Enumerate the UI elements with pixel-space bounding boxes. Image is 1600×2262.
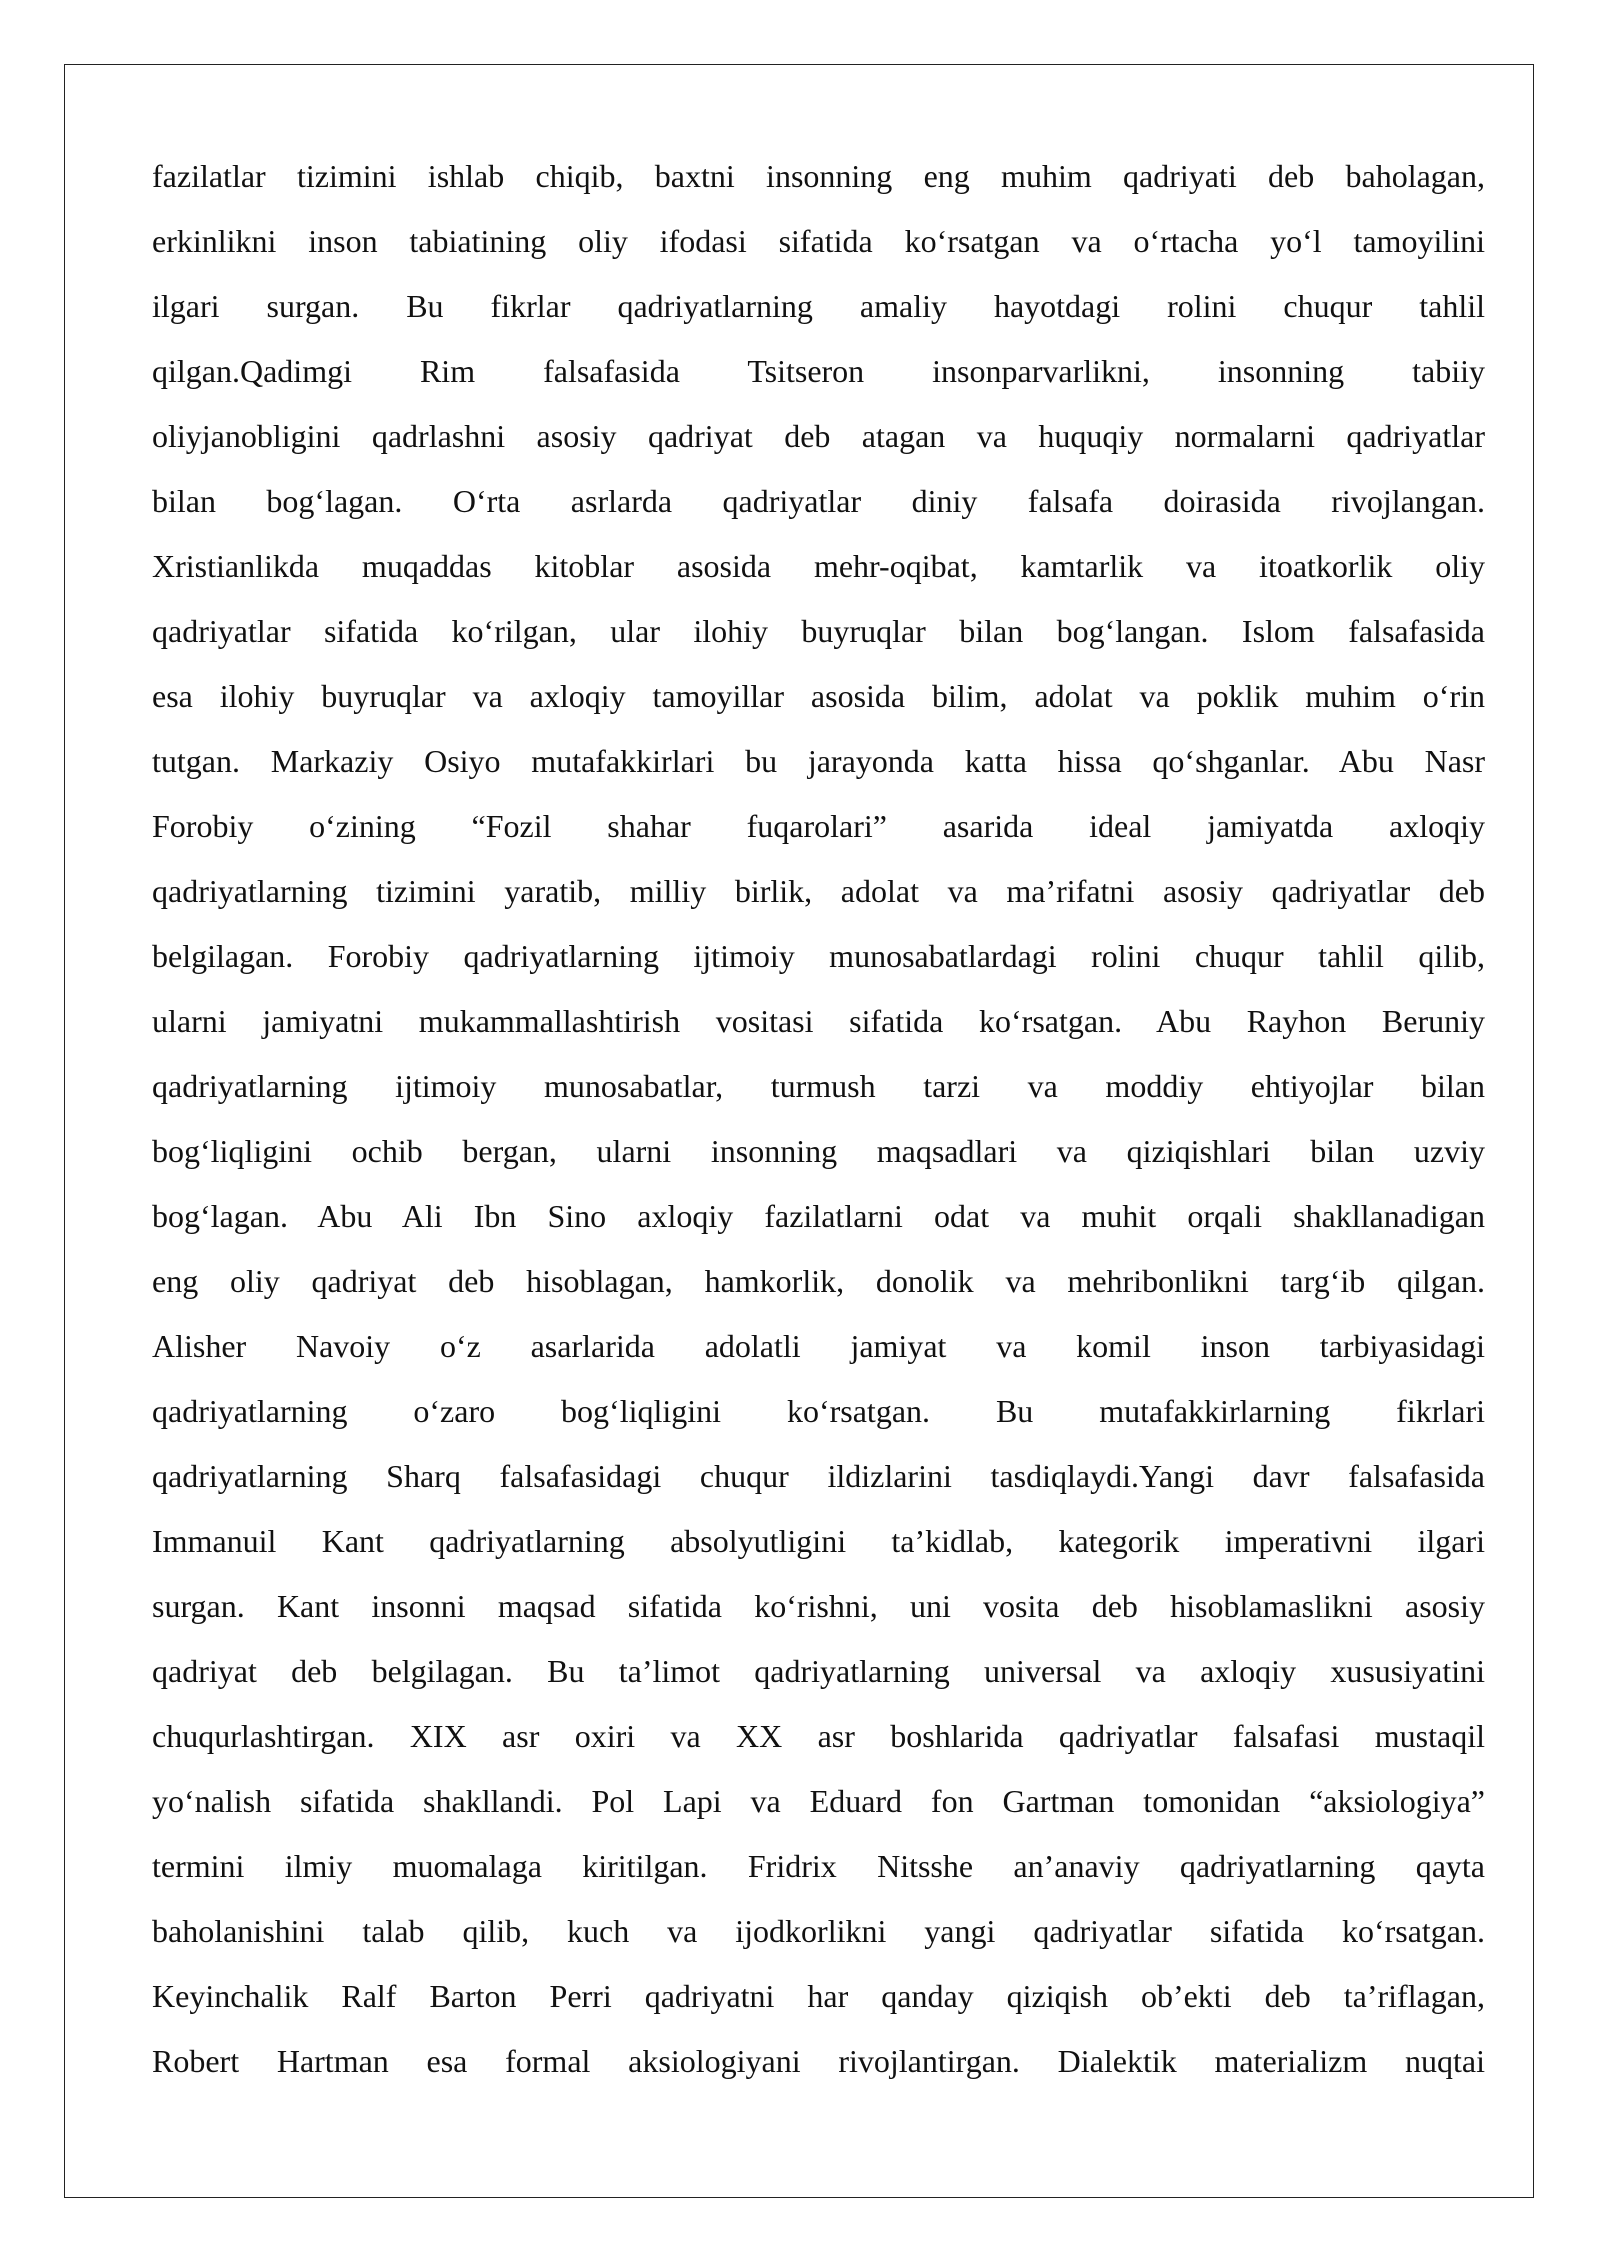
text-line: qadriyat deb belgilagan. Bu ta’limot qadriyatlarning universal va axloqiy xususiyatini [152, 1653, 1485, 1689]
text-line: qadriyatlarning o‘zaro bog‘liqligini ko‘rsatgan. Bu mutafakkirlarning fikrlari [152, 1393, 1485, 1429]
text-line: fazilatlar tizimini ishlab chiqib, baxtni insonning eng muhim qadriyati deb baholagan, [152, 158, 1485, 194]
text-line: qilgan.Qadimgi Rim falsafasida Tsitseron insonparvarlikni, insonning tabiiy [152, 353, 1485, 389]
text-line: eng oliy qadriyat deb hisoblagan, hamkorlik, donolik va mehribonlikni targ‘ib qilgan. [152, 1263, 1485, 1299]
text-line: surgan. Kant insonni maqsad sifatida ko‘rishni, uni vosita deb hisoblamaslikni asosiy [152, 1588, 1485, 1624]
text-line: qadriyatlarning tizimini yaratib, milliy birlik, adolat va ma’rifatni asosiy qadriyatlar deb [152, 873, 1485, 909]
text-line: Xristianlikda muqaddas kitoblar asosida mehr-oqibat, kamtarlik va itoatkorlik oliy [152, 548, 1485, 584]
text-line: belgilagan. Forobiy qadriyatlarning ijtimoiy munosabatlardagi rolini chuqur tahlil qilib, [152, 938, 1485, 974]
text-line: qadriyatlarning Sharq falsafasidagi chuqur ildizlarini tasdiqlaydi.Yangi davr falsafasida [152, 1458, 1485, 1494]
text-line: esa ilohiy buyruqlar va axloqiy tamoyillar asosida bilim, adolat va poklik muhim o‘rin [152, 678, 1485, 714]
text-line: chuqurlashtirgan. XIX asr oxiri va XX asr boshlarida qadriyatlar falsafasi mustaqil [152, 1718, 1485, 1754]
text-line: ilgari surgan. Bu fikrlar qadriyatlarning amaliy hayotdagi rolini chuqur tahlil [152, 288, 1485, 324]
text-line: ularni jamiyatni mukammallashtirish vositasi sifatida ko‘rsatgan. Abu Rayhon Beruniy [152, 1003, 1485, 1039]
text-line: termini ilmiy muomalaga kiritilgan. Fridrix Nitsshe an’anaviy qadriyatlarning qayta [152, 1848, 1485, 1884]
text-line: Immanuil Kant qadriyatlarning absolyutligini ta’kidlab, kategorik imperativni ilgari [152, 1523, 1485, 1559]
text-line: bilan bog‘lagan. O‘rta asrlarda qadriyatlar diniy falsafa doirasida rivojlangan. [152, 483, 1485, 519]
text-line: qadriyatlar sifatida ko‘rilgan, ular ilohiy buyruqlar bilan bog‘langan. Islom falsafasida [152, 613, 1485, 649]
text-line: bog‘liqligini ochib bergan, ularni insonning maqsadlari va qiziqishlari bilan uzviy [152, 1133, 1485, 1169]
text-line: baholanishini talab qilib, kuch va ijodkorlikni yangi qadriyatlar sifatida ko‘rsatgan. [152, 1913, 1485, 1949]
body-text [152, 152, 1485, 2102]
text-line: Keyinchalik Ralf Barton Perri qadriyatni har qanday qiziqish ob’ekti deb ta’riflagan, [152, 1978, 1485, 2014]
text-line: Alisher Navoiy o‘z asarlarida adolatli jamiyat va komil inson tarbiyasidagi [152, 1328, 1485, 1364]
text-line: Robert Hartman esa formal aksiologiyani rivojlantirgan. Dialektik materializm nuqtai [152, 2043, 1485, 2079]
text-line: yo‘nalish sifatida shakllandi. Pol Lapi va Eduard fon Gartman tomonidan “aksiologiya” [152, 1783, 1485, 1819]
text-line: tutgan. Markaziy Osiyo mutafakkirlari bu jarayonda katta hissa qo‘shganlar. Abu Nasr [152, 743, 1485, 779]
text-line: bog‘lagan. Abu Ali Ibn Sino axloqiy fazilatlarni odat va muhit orqali shakllanadigan [152, 1198, 1485, 1234]
text-line: erkinlikni inson tabiatining oliy ifodasi sifatida ko‘rsatgan va o‘rtacha yo‘l tamoyilini [152, 223, 1485, 259]
text-line: oliyjanobligini qadrlashni asosiy qadriyat deb atagan va huquqiy normalarni qadriyatlar [152, 418, 1485, 454]
text-line: qadriyatlarning ijtimoiy munosabatlar, turmush tarzi va moddiy ehtiyojlar bilan [152, 1068, 1485, 1104]
text-line: Forobiy o‘zining “Fozil shahar fuqarolari” asarida ideal jamiyatda axloqiy [152, 808, 1485, 844]
